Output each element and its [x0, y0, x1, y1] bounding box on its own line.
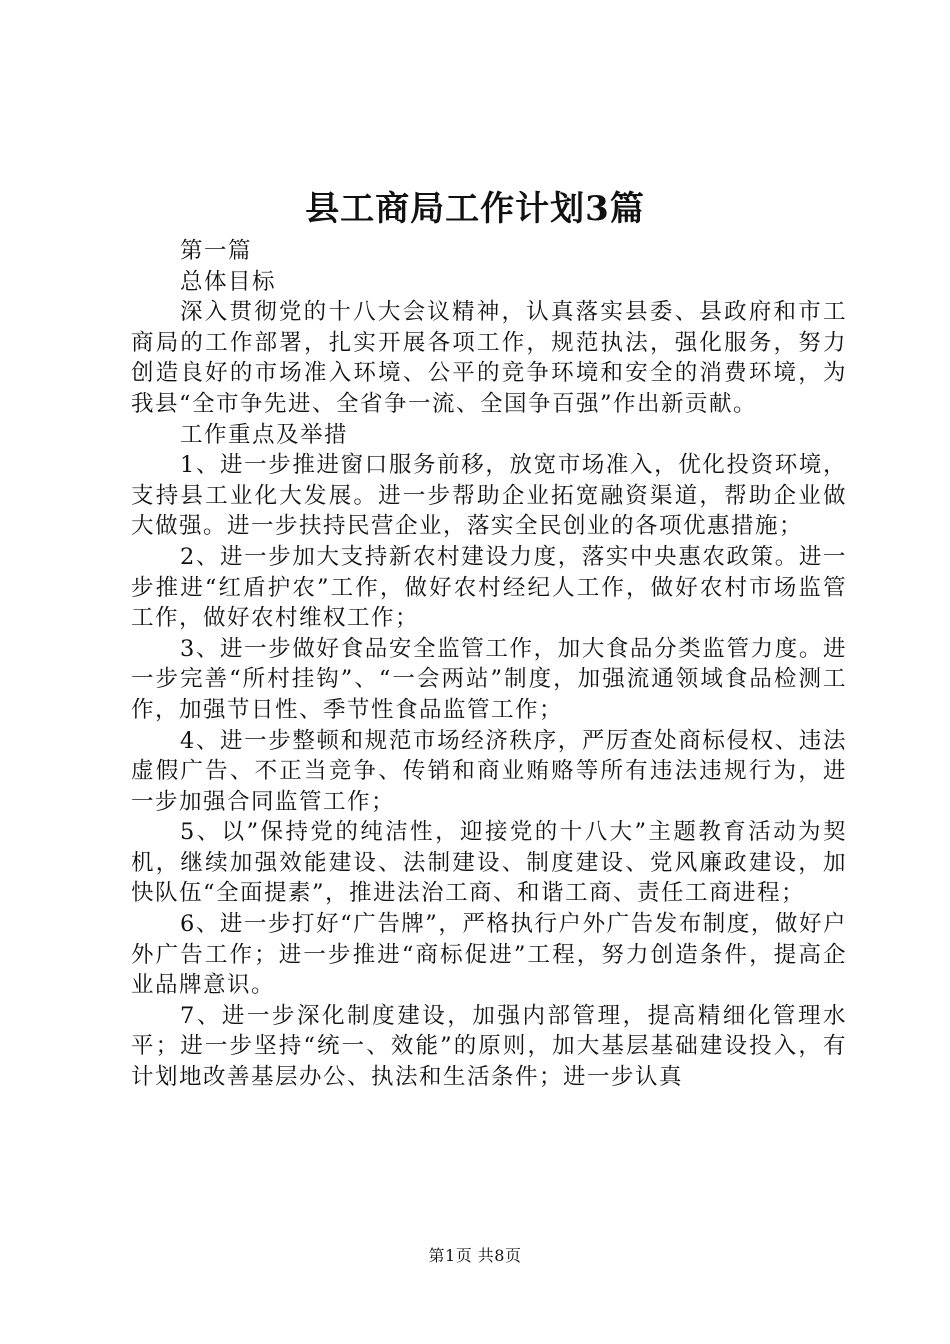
page-number-footer: 第1页 共8页 [428, 1246, 522, 1265]
subheading-measures: 工作重点及举措 [180, 421, 349, 448]
paragraph-item-6: 6、进一步打好“广告牌”，严格执行户外广告发布制度，做好户外广告工作；进一步推进“商标促进”工程，努力创造条件，提高企业品牌意识。 [131, 911, 847, 999]
paragraph-goal: 深入贯彻党的十八大会议精神，认真落实县委、县政府和市工商局的工作部署，扎实开展各项工作，规范执法，强化服务，努力创造良好的市场准入环境、公平的竞争环境和安全的消费环境，为我县“全市争先进、全省争一流、全国争百强”作出新贡献。 [131, 299, 847, 417]
section-heading: 第一篇 [180, 238, 253, 264]
subheading-goal: 总体目标 [180, 268, 277, 295]
paragraph-item-7: 7、进一步深化制度建设，加强内部管理，提高精细化管理水平；进一步坚持“统一、效能”的原则，加大基层基础建设投入，有计划地改善基层办公、执法和生活条件；进一步认真 [131, 1002, 847, 1091]
paragraph-item-4: 4、进一步整顿和规范市场经济秩序，严厉查处商标侵权、违法虚假广告、不正当竞争、传销和商业贿赂等所有违法违规行为，进一步加强合同监管工作； [131, 727, 847, 815]
paragraph-item-2: 2、进一步加大支持新农村建设力度，落实中央惠农政策。进一步推进“红盾护农”工作，做好农村经纪人工作，做好农村市场监管工作，做好农村维权工作； [131, 543, 847, 632]
paragraph-item-1: 1、进一步推进窗口服务前移，放宽市场准入，优化投资环境，支持县工业化大发展。进一步帮助企业拓宽融资渠道，帮助企业做大做强。进一步扶持民营企业，落实全民创业的各项优惠措施； [131, 452, 847, 540]
document-title: 县工商局工作计划3篇 [305, 189, 645, 229]
document-body [131, 236, 847, 1093]
paragraph-item-3: 3、进一步做好食品安全监管工作，加大食品分类监管力度。进一步完善“所村挂钩”、“一会两站”制度，加强流通领域食品检测工作，加强节日性、季节性食品监管工作； [131, 635, 847, 723]
paragraph-item-5: 5、以”保持党的纯洁性，迎接党的十八大”主题教育活动为契机，继续加强效能建设、法制建设、制度建设、党风廉政建设，加快队伍“全面提素”，推进法治工商、和谐工商、责任工商进程； [131, 819, 847, 907]
